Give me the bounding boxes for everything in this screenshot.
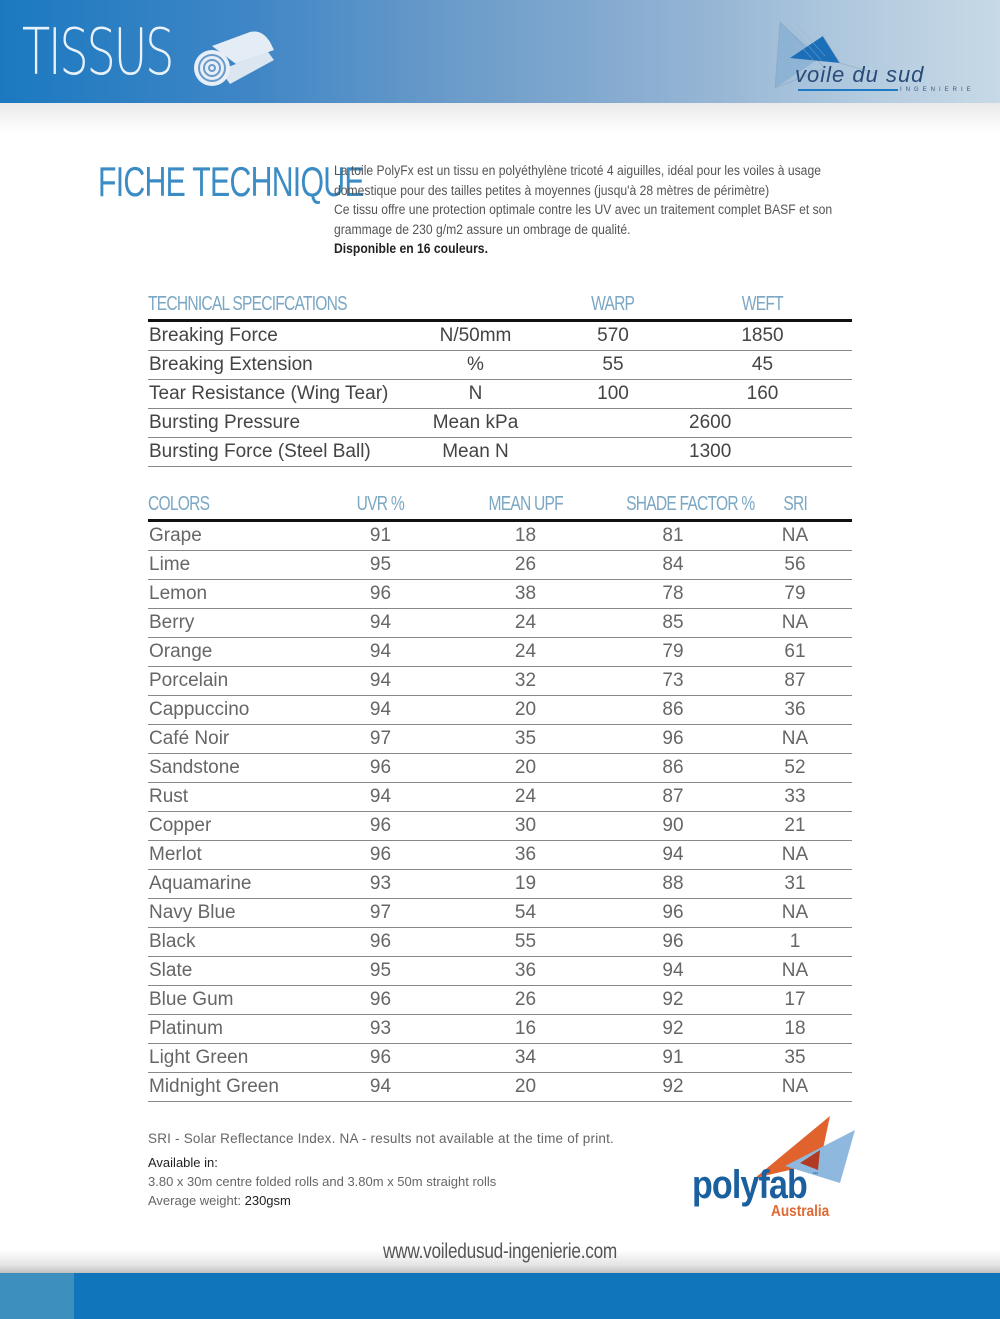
intro-text xyxy=(334,161,874,259)
uvr-value: 96 xyxy=(318,754,443,783)
footer-bar xyxy=(0,1273,1000,1319)
sri-footnote: SRI - Solar Reflectance Index. NA - results not available at the time of print. xyxy=(148,1131,615,1146)
shade-factor-value: 78 xyxy=(608,580,738,609)
shade-factor-value: 84 xyxy=(608,551,738,580)
color-name: Aquamarine xyxy=(148,870,318,899)
table-header-row xyxy=(148,489,852,521)
mean-upf-value: 18 xyxy=(443,521,608,551)
uvr-value: 96 xyxy=(318,986,443,1015)
spec-warp: 570 xyxy=(553,321,673,351)
shade-factor-value: 87 xyxy=(608,783,738,812)
availability-note: Disponible en 16 couleurs. xyxy=(334,241,488,256)
color-name: Rust xyxy=(148,783,318,812)
sri-value: 31 xyxy=(738,870,852,899)
uvr-value: 95 xyxy=(318,551,443,580)
uvr-value: 97 xyxy=(318,725,443,754)
table-row xyxy=(148,783,852,812)
uvr-value: 93 xyxy=(318,1015,443,1044)
shade-factor-value: 96 xyxy=(608,899,738,928)
spec-unit: Mean kPa xyxy=(398,409,553,438)
color-name: Grape xyxy=(148,521,318,551)
table-row xyxy=(148,725,852,754)
uvr-value: 96 xyxy=(318,928,443,957)
column-header: SHADE FACTOR % xyxy=(608,489,738,521)
spec-unit: N xyxy=(398,380,553,409)
shade-factor-value: 96 xyxy=(608,725,738,754)
color-name: Midnight Green xyxy=(148,1073,318,1102)
table-row xyxy=(148,754,852,783)
color-name: Porcelain xyxy=(148,667,318,696)
table-row xyxy=(148,841,852,870)
table-row xyxy=(148,667,852,696)
color-name: Cappuccino xyxy=(148,696,318,725)
brand-name: voile du sud xyxy=(795,62,925,87)
sri-value: 33 xyxy=(738,783,852,812)
header-shadow xyxy=(0,103,1000,133)
uvr-value: 96 xyxy=(318,1044,443,1073)
table-row xyxy=(148,1015,852,1044)
shade-factor-value: 85 xyxy=(608,609,738,638)
uvr-value: 94 xyxy=(318,638,443,667)
mean-upf-value: 20 xyxy=(443,1073,608,1102)
brand-underline xyxy=(798,89,898,91)
sri-value: NA xyxy=(738,1073,852,1102)
spec-warp: 100 xyxy=(553,380,673,409)
shade-factor-value: 79 xyxy=(608,638,738,667)
color-name: Sandstone xyxy=(148,754,318,783)
mean-upf-value: 36 xyxy=(443,841,608,870)
polyfab-trademark: ™ xyxy=(812,1172,818,1178)
column-header xyxy=(398,289,553,321)
spec-name: Bursting Force (Steel Ball) xyxy=(148,438,398,467)
shade-factor-value: 92 xyxy=(608,1073,738,1102)
uvr-value: 94 xyxy=(318,667,443,696)
intro-paragraph: Ce tissu offre une protection optimale contre les UV avec un traitement complet BASF et son grammage de 230 g/m2 assure un ombrage de qualité. xyxy=(334,202,833,237)
mean-upf-value: 24 xyxy=(443,609,608,638)
color-name: Platinum xyxy=(148,1015,318,1044)
mean-upf-value: 30 xyxy=(443,812,608,841)
colors-table xyxy=(148,489,852,1102)
color-name: Copper xyxy=(148,812,318,841)
mean-upf-value: 38 xyxy=(443,580,608,609)
shade-factor-value: 88 xyxy=(608,870,738,899)
uvr-value: 94 xyxy=(318,609,443,638)
sri-value: 21 xyxy=(738,812,852,841)
sri-value: NA xyxy=(738,725,852,754)
column-header: TECHNICAL SPECIFCATIONS xyxy=(148,289,398,321)
mean-upf-value: 20 xyxy=(443,754,608,783)
table-row xyxy=(148,928,852,957)
table-row xyxy=(148,438,852,467)
spec-weft: 1850 xyxy=(673,321,852,351)
color-name: Berry xyxy=(148,609,318,638)
sri-value: 61 xyxy=(738,638,852,667)
mean-upf-value: 24 xyxy=(443,783,608,812)
uvr-value: 94 xyxy=(318,1073,443,1102)
color-name: Light Green xyxy=(148,1044,318,1073)
color-name: Black xyxy=(148,928,318,957)
fiche-title: FICHE TECHNIQUE xyxy=(98,158,364,205)
table-row xyxy=(148,521,852,551)
shade-factor-value: 90 xyxy=(608,812,738,841)
mean-upf-value: 26 xyxy=(443,551,608,580)
spec-name: Breaking Force xyxy=(148,321,398,351)
polyfab-country: Australia xyxy=(771,1203,830,1220)
color-name: Navy Blue xyxy=(148,899,318,928)
shade-factor-value: 92 xyxy=(608,986,738,1015)
table-row xyxy=(148,609,852,638)
spec-combined: 1300 xyxy=(553,438,852,467)
table-row xyxy=(148,899,852,928)
color-name: Orange xyxy=(148,638,318,667)
spec-unit: N/50mm xyxy=(398,321,553,351)
table-row xyxy=(148,321,852,351)
sri-value: 56 xyxy=(738,551,852,580)
uvr-value: 91 xyxy=(318,521,443,551)
table-row xyxy=(148,812,852,841)
mean-upf-value: 19 xyxy=(443,870,608,899)
shade-factor-value: 91 xyxy=(608,1044,738,1073)
average-weight-label: Average weight: xyxy=(148,1193,245,1208)
available-text: 3.80 x 30m centre folded rolls and 3.80m x 50m straight rolls xyxy=(148,1174,497,1189)
brand-subtitle: INGENIERIE xyxy=(900,87,975,93)
mean-upf-value: 32 xyxy=(443,667,608,696)
available-label: Available in: xyxy=(148,1155,218,1170)
mean-upf-value: 35 xyxy=(443,725,608,754)
sri-value: NA xyxy=(738,609,852,638)
spec-combined: 2600 xyxy=(553,409,852,438)
mean-upf-value: 34 xyxy=(443,1044,608,1073)
uvr-value: 95 xyxy=(318,957,443,986)
spec-name: Breaking Extension xyxy=(148,351,398,380)
table-row xyxy=(148,409,852,438)
intro-paragraph: La toile PolyFx est un tissu en polyéthylène tricoté 4 aiguilles, idéal pour les voiles à usage domestique pour des tailles petites à moyennes (jusqu'à 28 mètres de périmètre) xyxy=(334,163,821,198)
fabric-roll-icon xyxy=(190,30,275,90)
table-row xyxy=(148,580,852,609)
table-row xyxy=(148,380,852,409)
sri-value: 1 xyxy=(738,928,852,957)
uvr-value: 96 xyxy=(318,580,443,609)
spec-name: Tear Resistance (Wing Tear) xyxy=(148,380,398,409)
section-title: TISSUS xyxy=(22,16,173,90)
sri-value: 18 xyxy=(738,1015,852,1044)
color-name: Lemon xyxy=(148,580,318,609)
column-header: SRI xyxy=(738,489,852,521)
sri-value: 52 xyxy=(738,754,852,783)
column-header: WEFT xyxy=(673,289,852,321)
mean-upf-value: 36 xyxy=(443,957,608,986)
spec-warp: 55 xyxy=(553,351,673,380)
sri-value: 87 xyxy=(738,667,852,696)
average-weight-value: 230gsm xyxy=(244,1193,291,1208)
sri-value: 17 xyxy=(738,986,852,1015)
mean-upf-value: 16 xyxy=(443,1015,608,1044)
spec-unit: % xyxy=(398,351,553,380)
color-name: Slate xyxy=(148,957,318,986)
sri-value: 79 xyxy=(738,580,852,609)
uvr-value: 96 xyxy=(318,841,443,870)
table-row xyxy=(148,696,852,725)
shade-factor-value: 86 xyxy=(608,754,738,783)
column-header: MEAN UPF xyxy=(443,489,608,521)
shade-factor-value: 96 xyxy=(608,928,738,957)
table-row xyxy=(148,870,852,899)
spec-unit: Mean N xyxy=(398,438,553,467)
uvr-value: 97 xyxy=(318,899,443,928)
shade-factor-value: 94 xyxy=(608,841,738,870)
mean-upf-value: 24 xyxy=(443,638,608,667)
table-row xyxy=(148,986,852,1015)
sri-value: 35 xyxy=(738,1044,852,1073)
column-header: WARP xyxy=(553,289,673,321)
uvr-value: 94 xyxy=(318,696,443,725)
shade-factor-value: 86 xyxy=(608,696,738,725)
uvr-value: 94 xyxy=(318,783,443,812)
color-name: Blue Gum xyxy=(148,986,318,1015)
uvr-value: 96 xyxy=(318,812,443,841)
table-row xyxy=(148,1044,852,1073)
website-link[interactable]: www.voiledusud-ingenierie.com xyxy=(382,1240,618,1263)
spec-weft: 45 xyxy=(673,351,852,380)
sri-value: NA xyxy=(738,521,852,551)
sri-value: 36 xyxy=(738,696,852,725)
polyfab-logo: polyfab xyxy=(692,1163,807,1207)
mean-upf-value: 20 xyxy=(443,696,608,725)
uvr-value: 93 xyxy=(318,870,443,899)
sri-value: NA xyxy=(738,957,852,986)
footer-accent xyxy=(0,1273,74,1319)
color-name: Merlot xyxy=(148,841,318,870)
table-row xyxy=(148,551,852,580)
technical-specs-table xyxy=(148,289,852,467)
shade-factor-value: 81 xyxy=(608,521,738,551)
shade-factor-value: 92 xyxy=(608,1015,738,1044)
sri-value: NA xyxy=(738,841,852,870)
shade-factor-value: 94 xyxy=(608,957,738,986)
mean-upf-value: 54 xyxy=(443,899,608,928)
shade-factor-value: 73 xyxy=(608,667,738,696)
spec-name: Bursting Pressure xyxy=(148,409,398,438)
mean-upf-value: 55 xyxy=(443,928,608,957)
average-weight xyxy=(148,1193,291,1208)
column-header: COLORS xyxy=(148,489,318,521)
table-row xyxy=(148,638,852,667)
color-name: Café Noir xyxy=(148,725,318,754)
mean-upf-value: 26 xyxy=(443,986,608,1015)
column-header: UVR % xyxy=(318,489,443,521)
color-name: Lime xyxy=(148,551,318,580)
table-header-row xyxy=(148,289,852,321)
table-row xyxy=(148,351,852,380)
sri-value: NA xyxy=(738,899,852,928)
table-row xyxy=(148,957,852,986)
spec-weft: 160 xyxy=(673,380,852,409)
table-row xyxy=(148,1073,852,1102)
